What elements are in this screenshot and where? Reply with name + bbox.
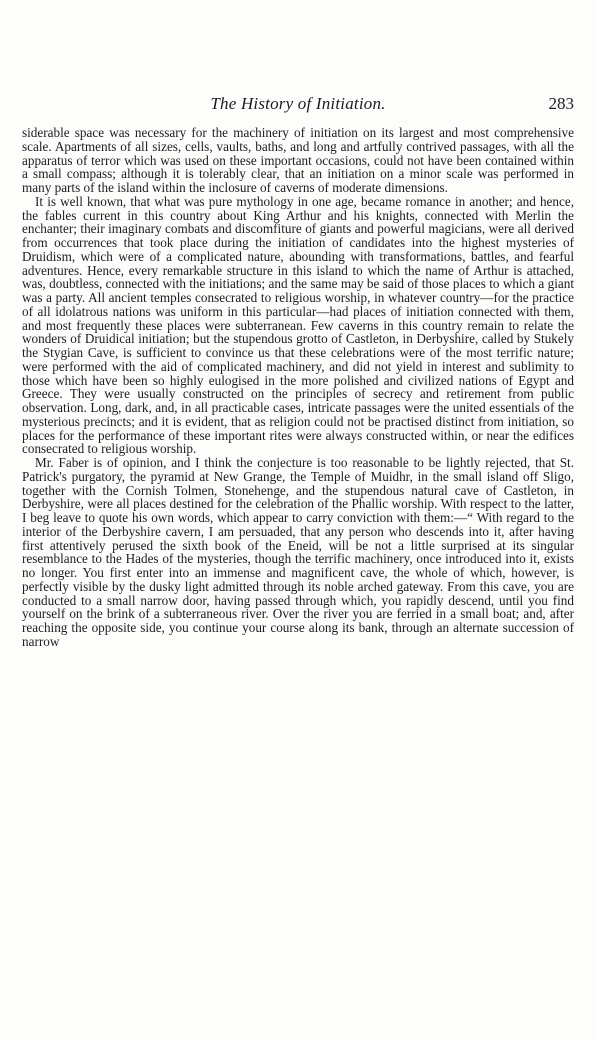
paragraph-continued: siderable space was necessary for the machinery of initiation on its largest and most comprehensive scale. Apartments of all sizes, cells, vaults, baths, and long and artfully contrived passages, with all the apparatus of terror which was used on these important occasions, could not have been contained within a small compass; although it is tolerably clear, that an initiation on a minor scale was performed in many parts of the island within the inclosure of caverns of moderate dimensions. bbox=[22, 125, 574, 195]
page-header bbox=[22, 94, 574, 116]
paragraph-arthur: It is well known, that what was pure mythology in one age, became romance in another; and hence, the fables current in this country about King Arthur and his knights, connected with Merlin the enchanter; their imaginary combats and discomfiture of giants and powerful magicians, were all derived from occurrences that took place during the initiation of candidates into the highest mysteries of Druidism, which were of a complicated nature, abounding with transformations, battles, and fearful adventures. Hence, every remarkable structure in this island to which the name of Arthur is attached, was, doubtless, connected with the initiations; and the same may be said of those places to which a giant was a party. All ancient temples consecrated to religious worship, in whatever country—for the practice of all idolatrous nations was uniform in this particular—had places of initiation connected with them, and most frequently these places were subterranean. Few caverns in this country remain to relate the wonders of Druidical initiation; but the stupendous grotto of Castleton, in Derbyshire, called by Stukely the Stygian Cave, is sufficient to convince us that these celebrations were of the most terrific nature; were performed with the aid of complicated machinery, and did not yield in interest and sublimity to those which have been so highly eulogised in the more polished and civilized nations of Egypt and Greece. They were usually constructed on the principles of secrecy and retirement from public observation. Long, dark, and, in all practicable cases, intricate passages were the united essentials of the mysterious precincts; and it is evident, that as religion could not be practised distinct from initiation, so places for the performance of these important rites were always constructed within, or near the edifices consecrated to religious worship. bbox=[22, 193, 574, 457]
running-title: The History of Initiation. bbox=[210, 94, 386, 113]
page-number: 283 bbox=[548, 94, 574, 113]
body-text bbox=[22, 126, 574, 649]
paragraph-faber: Mr. Faber is of opinion, and I think the conjecture is too reasonable to be lightly rejected, that St. Patrick's purgatory, the pyramid at New Grange, the Temple of Muidhr, in the small island off Sligo, together with the Cornish Tolmen, Stonehenge, and the stupendous natural cave of Castleton, in Derbyshire, were all places destined for the celebration of the Phallic worship. With respect to the latter, I beg leave to quote his own words, which appear to carry conviction with them:—“ With regard to the interior of the Derbyshire cavern, I am persuaded, that any person who descends into it, after having first attentively perused the sixth book of the Eneid, will be not a little surprised at its singular resemblance to the Hades of the mysteries, though the terrific machinery, once introduced into it, exists no longer. You first enter into an immense and magnificent cave, the whole of which, however, is perfectly visible by the dusky light admitted through its noble arched gateway. From this cave, you are conducted to a small narrow door, having passed through which, you rapidly descend, until you find yourself on the brink of a subterraneous river. Over the river you are ferried in a small boat; and, after reaching the opposite side, you continue your course along its bank, through an alternate succession of narrow bbox=[22, 455, 574, 649]
